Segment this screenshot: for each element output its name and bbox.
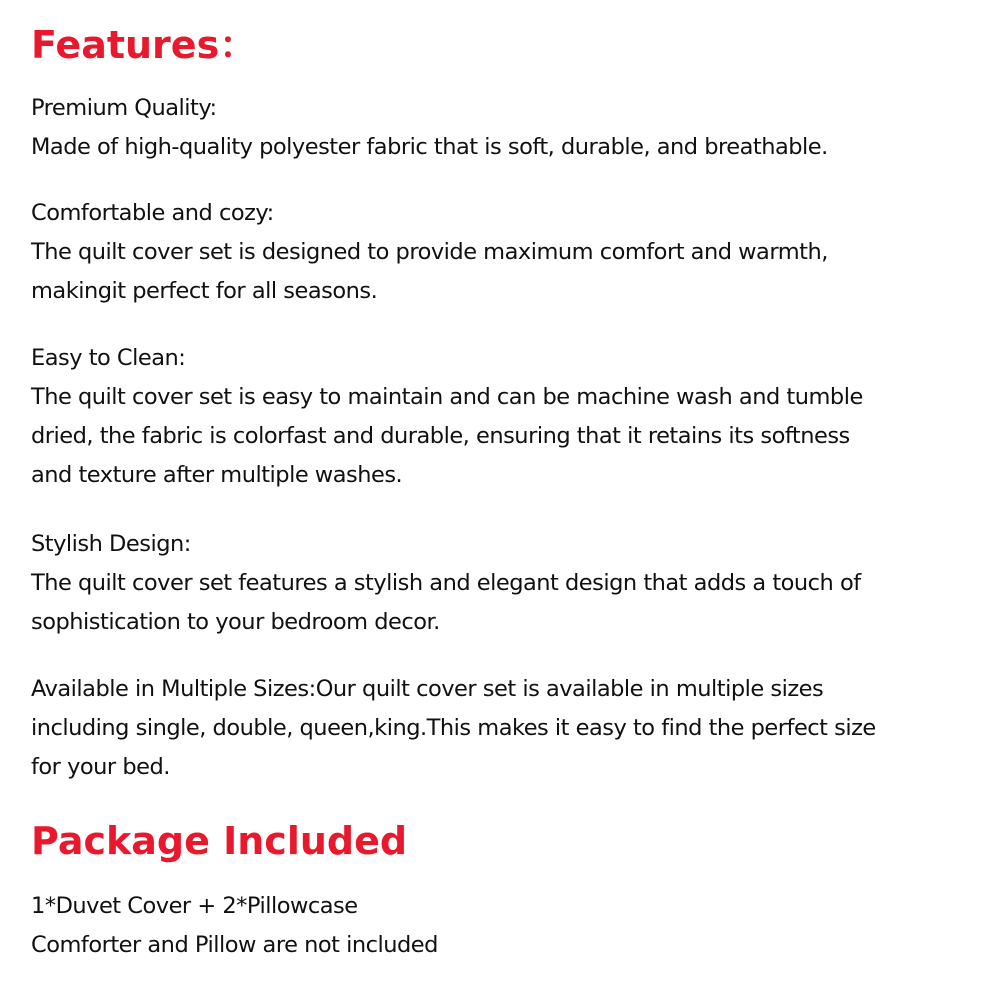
feature-text-line: The quilt cover set is easy to maintain and can be machine wash and tumble bbox=[31, 384, 863, 410]
feature-text-line: dried, the fabric is colorfast and durable, ensuring that it retains its softness bbox=[31, 423, 850, 449]
feature-text-line: and texture after multiple washes. bbox=[31, 462, 403, 488]
feature-stylish-design bbox=[31, 525, 991, 642]
package-note: Comforter and Pillow are not included bbox=[31, 932, 438, 958]
feature-label: Available in Multiple Sizes: bbox=[31, 676, 316, 702]
feature-text-line: for your bed. bbox=[31, 754, 170, 780]
feature-text: Our quilt cover set is available in multiple sizes bbox=[315, 676, 824, 702]
feature-multiple-sizes bbox=[31, 670, 991, 787]
package-heading: Package Included bbox=[31, 819, 408, 863]
feature-label: Premium Quality: bbox=[31, 95, 217, 121]
feature-text-line: Made of high-quality polyester fabric that is soft, durable, and breathable. bbox=[31, 134, 828, 160]
feature-label: Stylish Design: bbox=[31, 531, 191, 557]
feature-label: Easy to Clean: bbox=[31, 345, 186, 371]
feature-text-line: The quilt cover set features a stylish and elegant design that adds a touch of bbox=[31, 570, 861, 596]
feature-text-line: sophistication to your bedroom decor. bbox=[31, 609, 440, 635]
feature-premium-quality bbox=[31, 89, 991, 167]
features-heading: Features： bbox=[31, 23, 258, 67]
feature-text-line: The quilt cover set is designed to provide maximum comfort and warmth, bbox=[31, 239, 828, 265]
feature-text-line: including single, double, queen,king.This makes it easy to find the perfect size bbox=[31, 715, 876, 741]
feature-comfortable-cozy bbox=[31, 194, 991, 311]
feature-label: Comfortable and cozy: bbox=[31, 200, 274, 226]
feature-sizes-first-line bbox=[31, 670, 991, 709]
feature-easy-to-clean bbox=[31, 339, 991, 495]
package-contents bbox=[31, 887, 991, 965]
feature-text-line: makingit perfect for all seasons. bbox=[31, 278, 378, 304]
package-item: 1*Duvet Cover + 2*Pillowcase bbox=[31, 893, 358, 919]
